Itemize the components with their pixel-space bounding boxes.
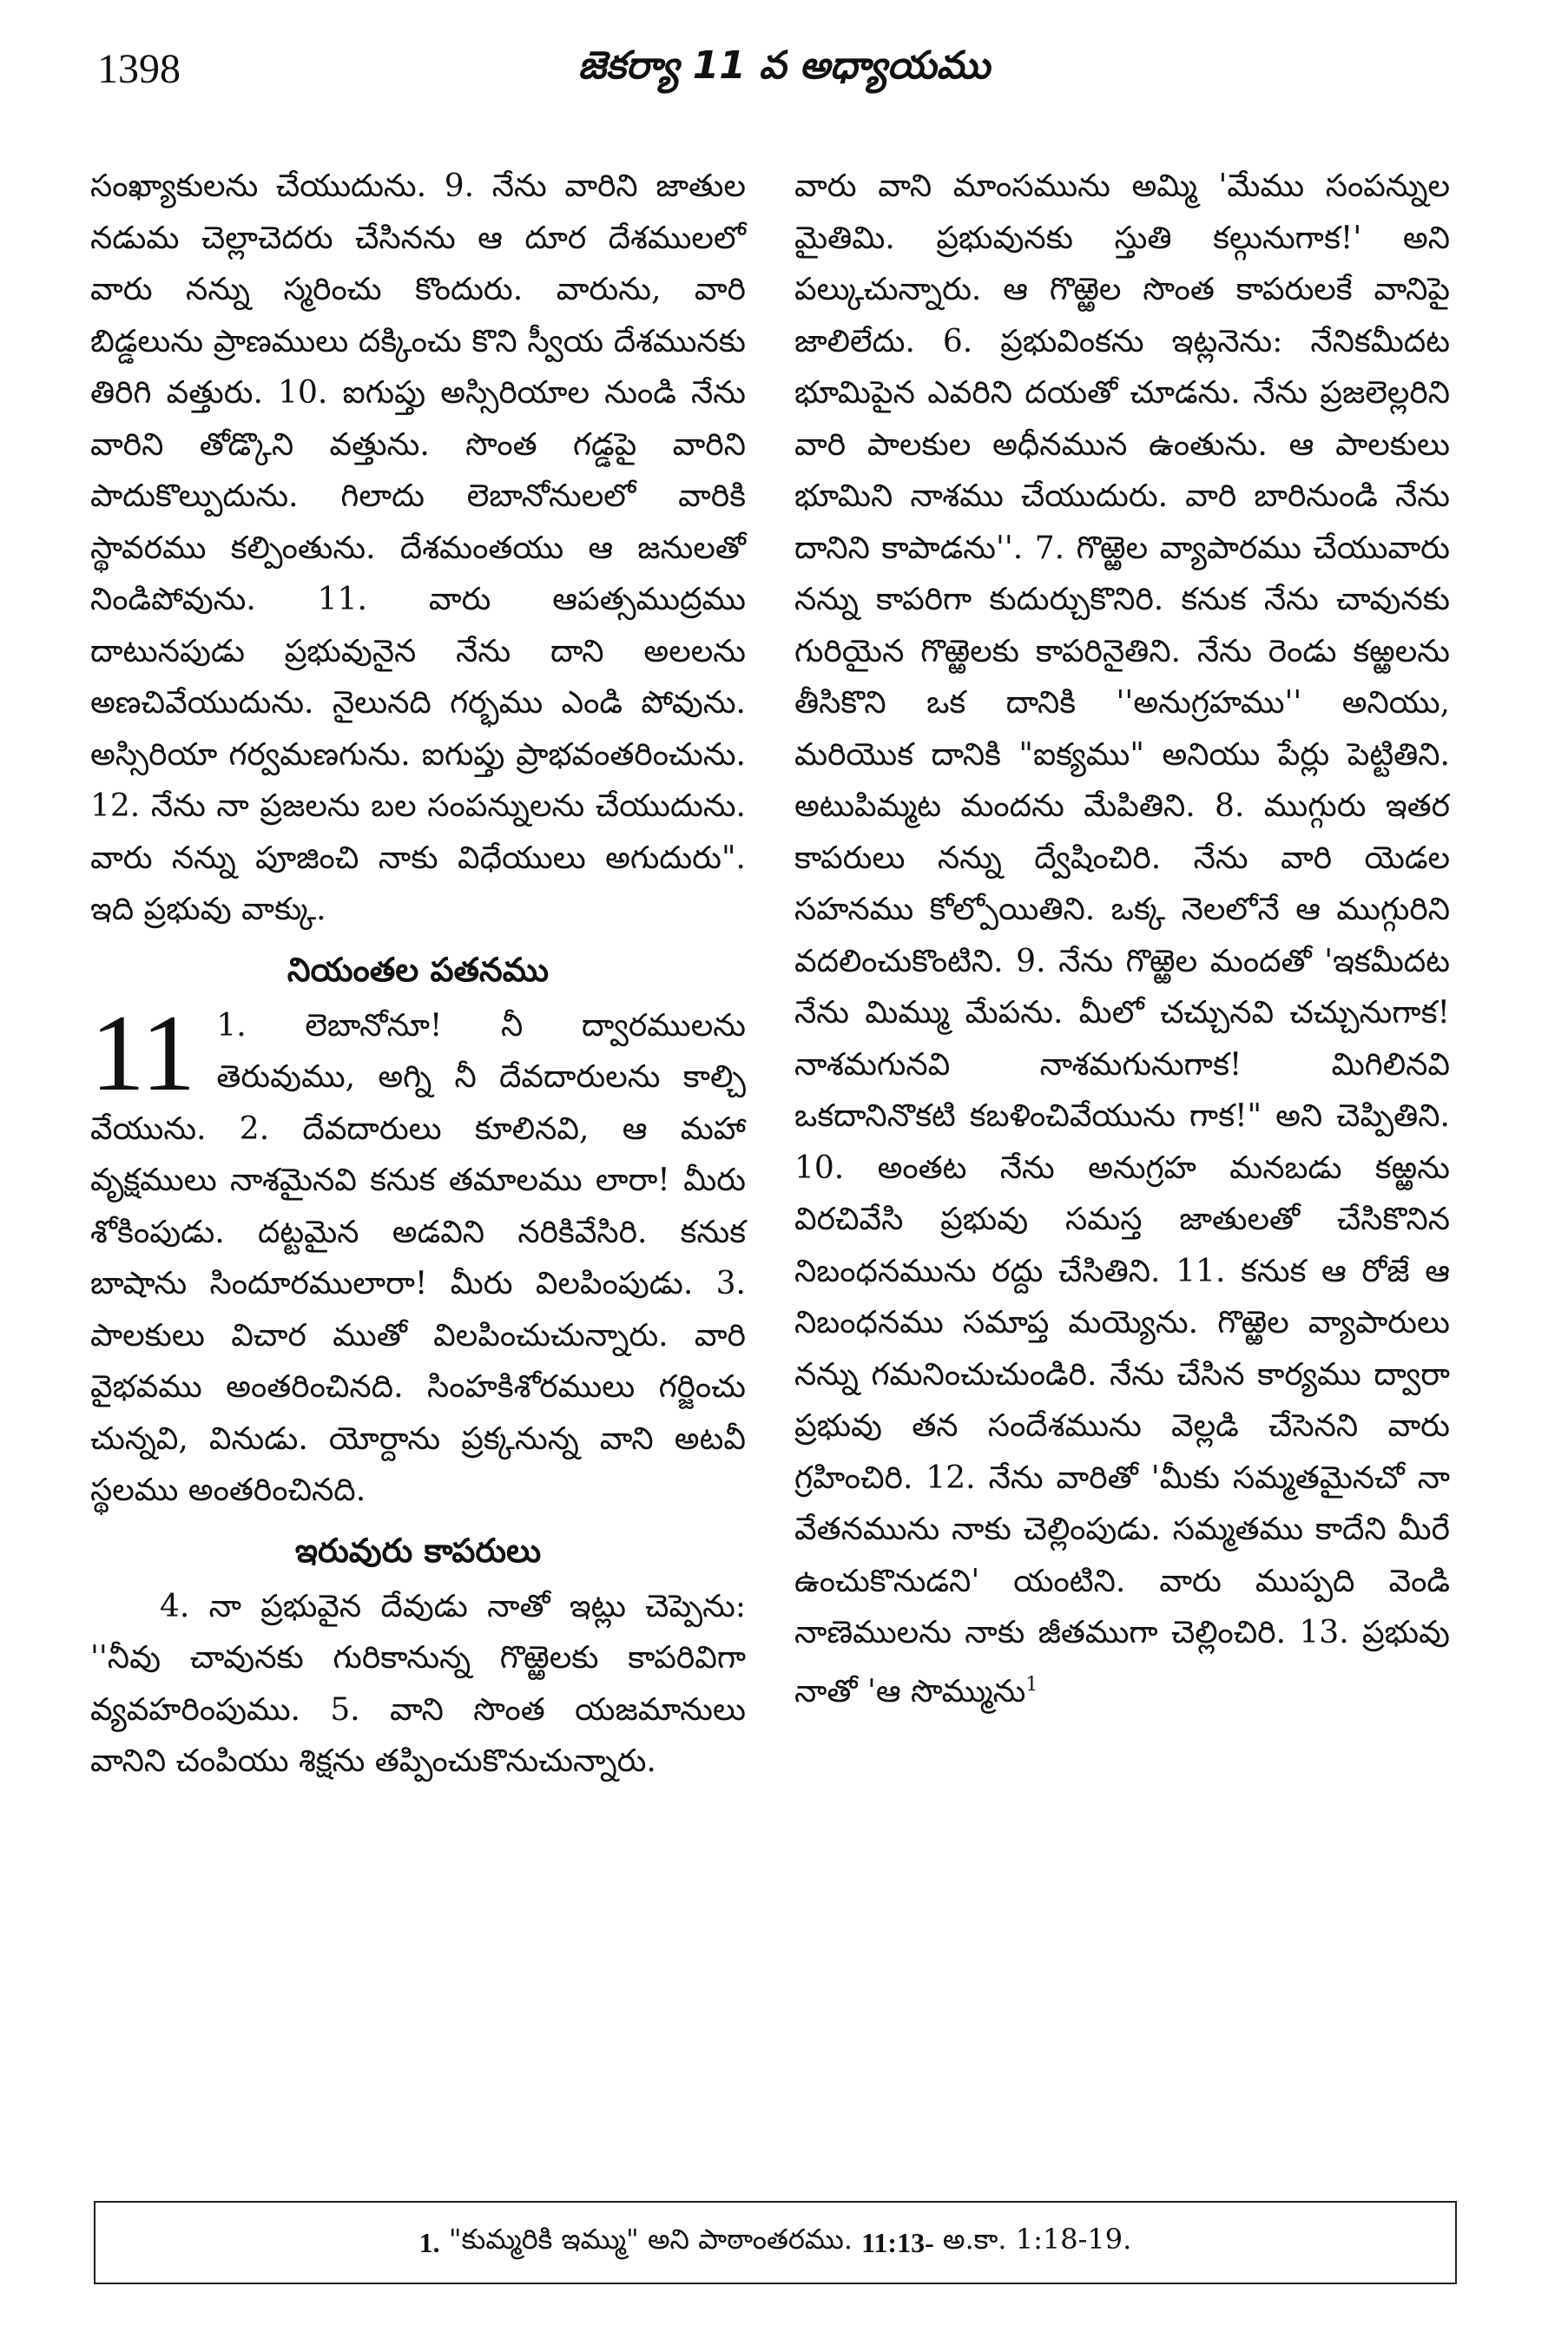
body-text: 1. లెబానోనూ! నీ ద్వారములను తెరువుము, అగ్ని నీ దేవదారులను కాల్చి వేయును. 2. దేవదారులు కూలినవి, ఆ మహా వృక్షములు నాశమైనవి కనుక తమాలము లారా! మీరు శోకింపుడు. దట్టమైన అడవిని నరికివేసిరి. కనుక బాషాను సిందూరములారా! మీరు విలపింపుడు. 3. పాలకులు విచార ముతో విలపించుచున్నారు. వారి వైభవము అంతరించినది. సింహకిశోరములు గర్జించు చున్నవి, వినుడు. యోర్దాను ప్రక్కనున్న వాని అటవీ స్థలము అంతరించినది. bbox=[90, 1007, 746, 1508]
footnote-box bbox=[94, 2201, 1457, 2284]
chapter-number: 11 bbox=[90, 992, 196, 1114]
body-paragraph bbox=[794, 161, 1450, 1717]
section-heading: ఇరువురు కాపరులు bbox=[294, 1531, 542, 1570]
footnote-number: 1. bbox=[418, 2226, 440, 2258]
footnote-verse-ref: 11:13- bbox=[861, 2226, 934, 2258]
body-paragraph: 4. నా ప్రభువైన దేవుడు నాతో ఇట్లు చెప్పెను: ''నీవు చావునకు గురికానున్న గొఱ్ఱెలకు కాపరివిగా వ్యవహరింపుము. 5. వాని సొంత యజమానులు వానిని చంపియు శిక్షను తప్పించుకొనుచున్నారు. bbox=[90, 1588, 746, 1779]
chapter-opening-paragraph bbox=[90, 992, 746, 1517]
page-number: 1398 bbox=[97, 46, 181, 92]
footnote-marker: 1 bbox=[1025, 1673, 1038, 1696]
body-paragraph: సంఖ్యాకులను చేయుదును. 9. నేను వారిని జాతుల నడుమ చెల్లాచెదరు చేసినను ఆ దూర దేశములలో వారు నన్ను స్మరించు కొందురు. వారును, వారి బిడ్డలును ప్రాణములు దక్కించు కొని స్వీయ దేశమునకు తిరిగి వత్తురు. 10. ఐగుప్తు అస్సిరియాల నుండి నేను వారిని తోడ్కొని వత్తును. సొంత గడ్డపై వారిని పాదుకొల్పుదును. గిలాదు లెబానోనులలో వారికి స్థావరము కల్పింతును. దేశమంతయు ఆ జనులతో నిండిపోవును. 11. వారు ఆపత్సముద్రము దాటునపుడు ప్రభువునైన నేను దాని అలలను అణచివేయుదును. నైలునది గర్భము ఎండి పోవును. అస్సిరియా గర్వమణగును. ఐగుప్తు ప్రాభవంతరించును. 12. నేను నా ప్రజలను బల సంపన్నులను చేయుదును. వారు నన్ను పూజించి నాకు విధేయులు అగుదురు". ఇది ప్రభువు వాక్కు. bbox=[90, 168, 746, 927]
right-column bbox=[794, 161, 1450, 1717]
section-heading: నియంతల పతనము bbox=[287, 950, 550, 989]
footnote-text: "కుమ్మరికి ఇమ్ము" అని పాఠాంతరము. bbox=[448, 2223, 853, 2256]
footnote-cross-ref: అ.కా. 1:18-19. bbox=[942, 2223, 1132, 2256]
left-column bbox=[90, 161, 746, 1788]
body-text: వారు వాని మాంసమును అమ్మి 'మేము సంపన్నుల మైతిమి. ప్రభువునకు స్తుతి కల్గునుగాక!' అని పల్కుచున్నారు. ఆ గొఱ్ఱెల సొంత కాపరులకే వానిపై జాలిలేదు. 6. ప్రభువింకను ఇట్లనెను: నేనికమీదట భూమిపైన ఎవరిని దయతో చూడను. నేను ప్రజలెల్లరిని వారి పాలకుల అధీనమున ఉంతును. ఆ పాలకులు భూమిని నాశము చేయుదురు. వారి బారినుండి నేను దానిని కాపాడను''. 7. గొఱ్ఱెల వ్యాపారము చేయువారు నన్ను కాపరిగా కుదుర్చుకొనిరి. కనుక నేను చావునకు గురియైన గొఱ్ఱెలకు కాపరినైతిని. నేను రెండు కఱ్ఱలను తీసికొని ఒక దానికి ''అనుగ్రహము'' అనియు, మరియొక దానికి "ఐక్యము" అనియు పేర్లు పెట్టితిని. అటుపిమ్మట మందను మేపితిని. 8. ముగ్గురు ఇతర కాపరులు నన్ను ద్వేషించిరి. నేను వారి యెడల సహనము కోల్పోయితిని. ఒక్క నెలలోనే ఆ ముగ్గురిని వదలించుకొంటిని. 9. నేను గొఱ్ఱెల మందతో 'ఇకమీదట నేను మిమ్ము మేపను. మీలో చచ్చునవి చచ్చునుగాక! నాశమగునవి నాశమగునుగాక! మిగిలినవి ఒకదానినొకటి కబళించివేయును గాక!" అని చెప్పితిని. 10. అంతట నేను అనుగ్రహ మనబడు కఱ్ఱను విరచివేసి ప్రభువు సమస్త జాతులతో చేసికొనిన నిబంధనమును రద్దు చేసితిని. 11. కనుక ఆ రోజే ఆ నిబంధనము సమాప్త మయ్యెను. గొఱ్ఱెల వ్యాపారులు నన్ను గమనించుచుండిరి. నేను చేసిన కార్యము ద్వారా ప్రభువు తన సందేశమును వెల్లడి చేసెనని వారు గ్రహించిరి. 12. నేను వారితో 'మీకు సమ్మతమైనచో నా వేతనమును నాకు చెల్లింపుడు. సమ్మతము కాదేని మీరే ఉంచుకొనుడని' యంటిని. వారు ముప్పది వెండి నాణెములను నాకు జీతముగా చెల్లించిరి. 13. ప్రభువు నాతో 'ఆ సొమ్మును bbox=[794, 168, 1450, 1710]
running-title: జెకర్యా 11 వ అధ్యాయము bbox=[577, 43, 991, 88]
